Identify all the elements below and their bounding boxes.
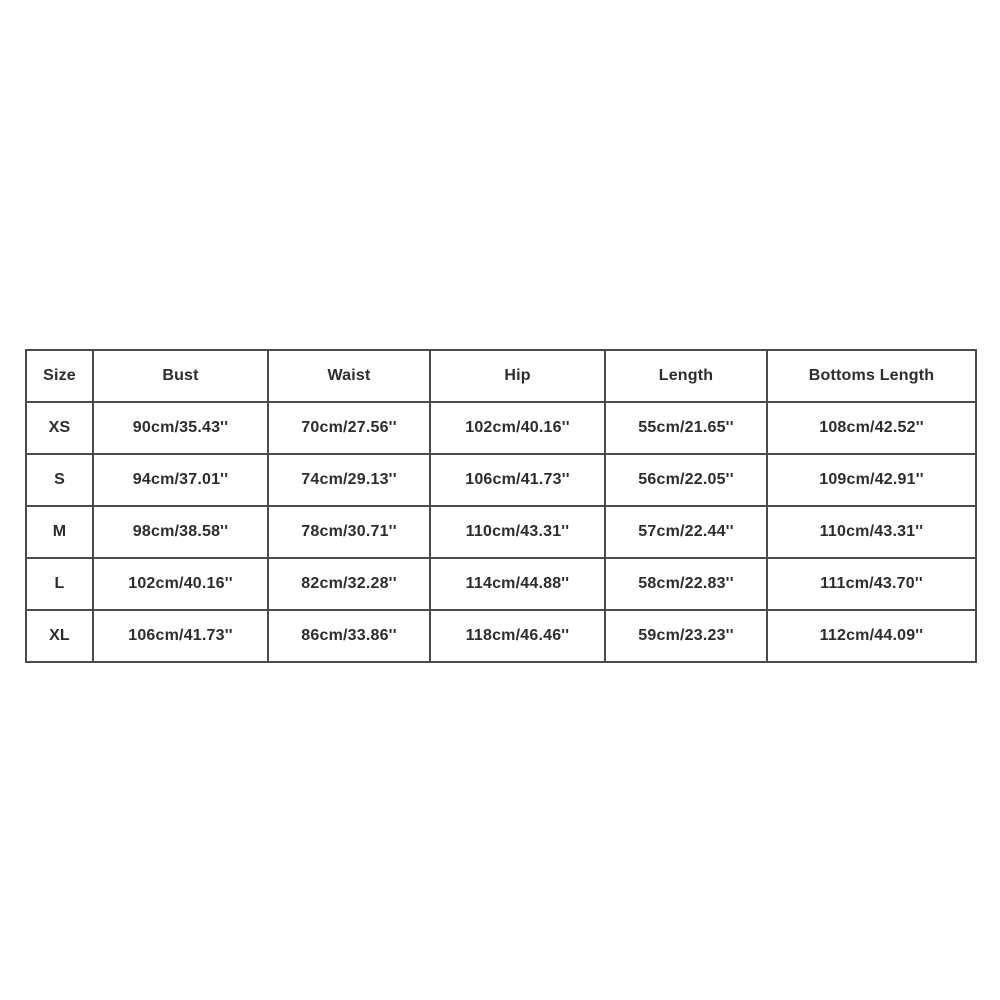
cell-xl-length: 59cm/23.23'' — [605, 610, 767, 662]
cell-m-hip: 110cm/43.31'' — [430, 506, 605, 558]
cell-s-size: S — [26, 454, 93, 506]
cell-xs-bust: 90cm/35.43'' — [93, 402, 268, 454]
column-header-length: Length — [605, 350, 767, 402]
cell-xs-length: 55cm/21.65'' — [605, 402, 767, 454]
cell-s-length: 56cm/22.05'' — [605, 454, 767, 506]
cell-xl-size: XL — [26, 610, 93, 662]
cell-m-length: 57cm/22.44'' — [605, 506, 767, 558]
cell-l-bust: 102cm/40.16'' — [93, 558, 268, 610]
column-header-size: Size — [26, 350, 93, 402]
header-row — [26, 350, 976, 402]
table-row-s — [26, 454, 976, 506]
cell-m-bust: 98cm/38.58'' — [93, 506, 268, 558]
cell-xs-waist: 70cm/27.56'' — [268, 402, 430, 454]
cell-m-size: M — [26, 506, 93, 558]
cell-s-bust: 94cm/37.01'' — [93, 454, 268, 506]
cell-m-bottoms-length: 110cm/43.31'' — [767, 506, 976, 558]
cell-xs-size: XS — [26, 402, 93, 454]
cell-s-bottoms-length: 109cm/42.91'' — [767, 454, 976, 506]
table-row-l — [26, 558, 976, 610]
table-row-xs — [26, 402, 976, 454]
table-row-m — [26, 506, 976, 558]
size-chart-table — [25, 349, 977, 663]
column-header-hip: Hip — [430, 350, 605, 402]
cell-xl-bottoms-length: 112cm/44.09'' — [767, 610, 976, 662]
column-header-bottoms-length: Bottoms Length — [767, 350, 976, 402]
cell-l-length: 58cm/22.83'' — [605, 558, 767, 610]
cell-xs-bottoms-length: 108cm/42.52'' — [767, 402, 976, 454]
cell-xs-hip: 102cm/40.16'' — [430, 402, 605, 454]
cell-xl-hip: 118cm/46.46'' — [430, 610, 605, 662]
cell-l-bottoms-length: 111cm/43.70'' — [767, 558, 976, 610]
cell-m-waist: 78cm/30.71'' — [268, 506, 430, 558]
column-header-bust: Bust — [93, 350, 268, 402]
cell-s-hip: 106cm/41.73'' — [430, 454, 605, 506]
cell-l-hip: 114cm/44.88'' — [430, 558, 605, 610]
cell-xl-waist: 86cm/33.86'' — [268, 610, 430, 662]
column-header-waist: Waist — [268, 350, 430, 402]
cell-xl-bust: 106cm/41.73'' — [93, 610, 268, 662]
cell-l-waist: 82cm/32.28'' — [268, 558, 430, 610]
size-chart — [25, 349, 975, 663]
cell-s-waist: 74cm/29.13'' — [268, 454, 430, 506]
table-row-xl — [26, 610, 976, 662]
cell-l-size: L — [26, 558, 93, 610]
